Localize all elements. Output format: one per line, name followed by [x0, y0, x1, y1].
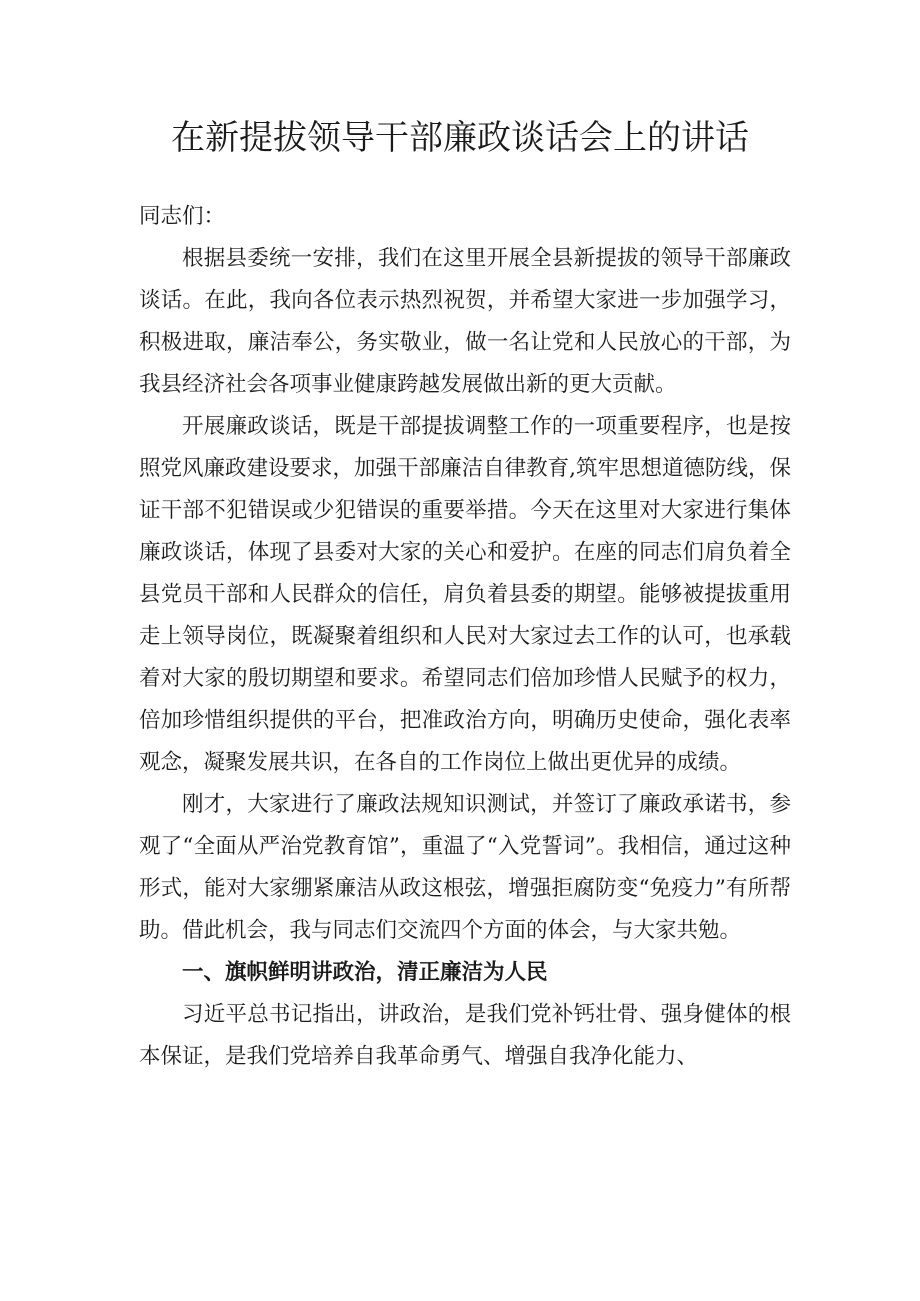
section-paragraph: 习近平总书记指出，讲政治，是我们党补钙壮骨、强身健体的根本保证，是我们党培养自我革命勇气、增强自我净化能力、 [139, 1002, 791, 1069]
salutation: 同志们： [139, 204, 226, 229]
section-heading: 一、旗帜鲜明讲政治，清正廉洁为人民 [182, 960, 548, 985]
paragraph-3: 刚才，大家进行了廉政法规知识测试，并签订了廉政承诺书，参观了“全面从严治党教育馆”，重温了“入党誓词”。我相信，通过这种形式，能对大家绷紧廉洁从政这根弦，增强拒腐防变“免疫力”有所帮助。借此机会，我与同志们交流四个方面的体会，与大家共勉。 [139, 792, 791, 943]
paragraph-1: 根据县委统一安排，我们在这里开展全县新提拔的领导干部廉政谈话。在此，我向各位表示热烈祝贺，并希望大家进一步加强学习，积极进取，廉洁奉公，务实敬业，做一名让党和人民放心的干部，为我县经济社会各项事业健康跨越发展做出新的更大贡献。 [139, 246, 791, 397]
document-body [139, 196, 791, 1078]
paragraph-2: 开展廉政谈话，既是干部提拔调整工作的一项重要程序，也是按照党风廉政建设要求，加强干部廉洁自律教育,筑牢思想道德防线，保证干部不犯错误或少犯错误的重要举措。今天在这里对大家进行集体廉政谈话，体现了县委对大家的关心和爱护。在座的同志们肩负着全县党员干部和人民群众的信任，肩负着县委的期望。能够被提拔重用走上领导岗位，既凝聚着组织和人民对大家过去工作的认可，也承载着对大家的殷切期望和要求。希望同志们倍加珍惜人民赋予的权力，倍加珍惜组织提供的平台，把准政治方向，明确历史使命，强化表率观念，凝聚发展共识，在各自的工作岗位上做出更优异的成绩。 [139, 414, 791, 775]
document-title: 在新提拔领导干部廉政谈话会上的讲话 [171, 118, 749, 158]
